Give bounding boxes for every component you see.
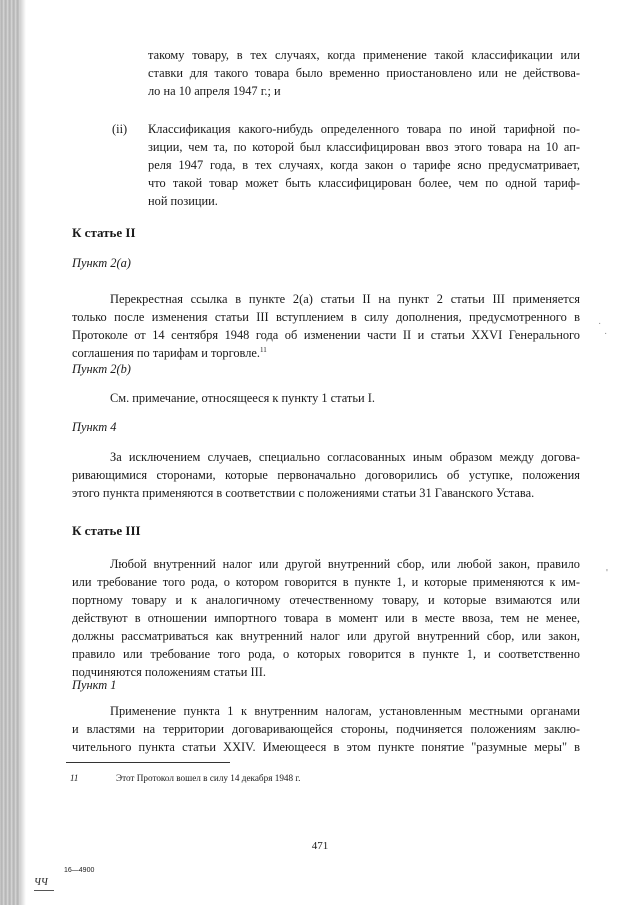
- footnote-text: Этот Протокол вошел в силу 14 декабря 1948 г.: [116, 773, 301, 783]
- text-fragment: соглашения по тарифам и торговле.: [72, 346, 261, 360]
- text-line: подчиняются положениям статьи III.: [72, 665, 266, 679]
- text-line: Классификация какого-нибудь определенного товара по иной тарифной по-: [148, 122, 580, 136]
- text-line: ло на 10 апреля 1947 г.; и: [148, 84, 281, 98]
- section-heading: К статье II: [72, 225, 136, 240]
- text-line: такому товару, в тех случаях, когда применение такой классификации или: [148, 48, 580, 62]
- text-line: должны рассматриваться как внутренний налог или другой внутренний сбор, или закон,: [72, 629, 580, 643]
- text-line: только после изменения статьи III вступлением в силу дополнения, предусмотренного в: [72, 310, 580, 324]
- document-code: 16—4900: [64, 867, 95, 874]
- text-line: что такой товар может быть классифицирован более, чем по одной тариф-: [148, 176, 580, 190]
- text-line: зиции, чем та, по которой был классифицирован ввоз этого товара на 10 ап-: [148, 140, 580, 154]
- list-label: (ii): [112, 122, 128, 136]
- footnote-separator: [66, 762, 230, 763]
- scan-speck: ·: [604, 328, 608, 339]
- text-line: За исключением случаев, специально согласованных иным образом между догова-: [110, 450, 580, 464]
- text-line: правило или требование того рода, о которых говорится в пункте 1, и соответственно: [72, 647, 580, 661]
- text-line: Перекрестная ссылка в пункте 2(а) статьи II на пункт 2 статьи III применяется: [110, 292, 580, 306]
- footnote-number: 11: [70, 773, 79, 783]
- text-line: портному товару и к аналогичному отечественному товару, и которые взимаются или: [72, 593, 580, 607]
- text-line: реля 1947 года, в тех случаях, когда закон о тарифе ясно предусматривает,: [148, 158, 580, 172]
- text-line: ривающимися сторонами, которые первоначально договорились об уступке, положения: [72, 468, 580, 482]
- text-line: См. примечание, относящееся к пункту 1 статьи I.: [110, 391, 375, 405]
- page-number: 471: [311, 840, 329, 852]
- scan-speck: ': [606, 568, 608, 579]
- text-line: [72, 344, 580, 362]
- footnote-ref: 11: [260, 345, 267, 354]
- subsection-heading: Пункт 1: [72, 678, 117, 692]
- text-line: Протоколе от 14 сентября 1948 года об изменении части II и статьи XXVI Генерального: [72, 328, 580, 342]
- text-line: этого пункта применяются в соответствии с положениями статьи 31 Гаванского Устава.: [72, 486, 535, 500]
- text-line: Любой внутренний налог или другой внутренний сбор, или любой закон, правило: [110, 557, 580, 571]
- text-line: чительного пункта статьи XXIV. Имеющееся в этом пункте понятие "разумные меры" в: [72, 740, 580, 754]
- text-line: ставки для такого товара было временно приостановлено или не действова-: [148, 66, 580, 80]
- text-line: и властями на территории договаривающейся стороны, подчиняется положениям заклю-: [72, 722, 580, 736]
- scan-speck: ·: [598, 318, 602, 329]
- text-line: Применение пункта 1 к внутренним налогам, установленным местными органами: [110, 704, 580, 718]
- text-line: действуют в отношении импортного товара в момент или в месте ввоза, тем не менее,: [72, 611, 580, 625]
- section-heading: К статье III: [72, 523, 141, 538]
- subsection-heading: Пункт 2(b): [72, 362, 131, 376]
- text-line: ной позиции.: [148, 194, 218, 208]
- text-line: или требование того рода, о котором говорится в пункте 1, и которые применяются к им-: [72, 575, 580, 589]
- subsection-heading: Пункт 4: [72, 420, 117, 434]
- handwritten-mark: ЧЧ: [34, 877, 54, 891]
- subsection-heading: Пункт 2(а): [72, 256, 131, 270]
